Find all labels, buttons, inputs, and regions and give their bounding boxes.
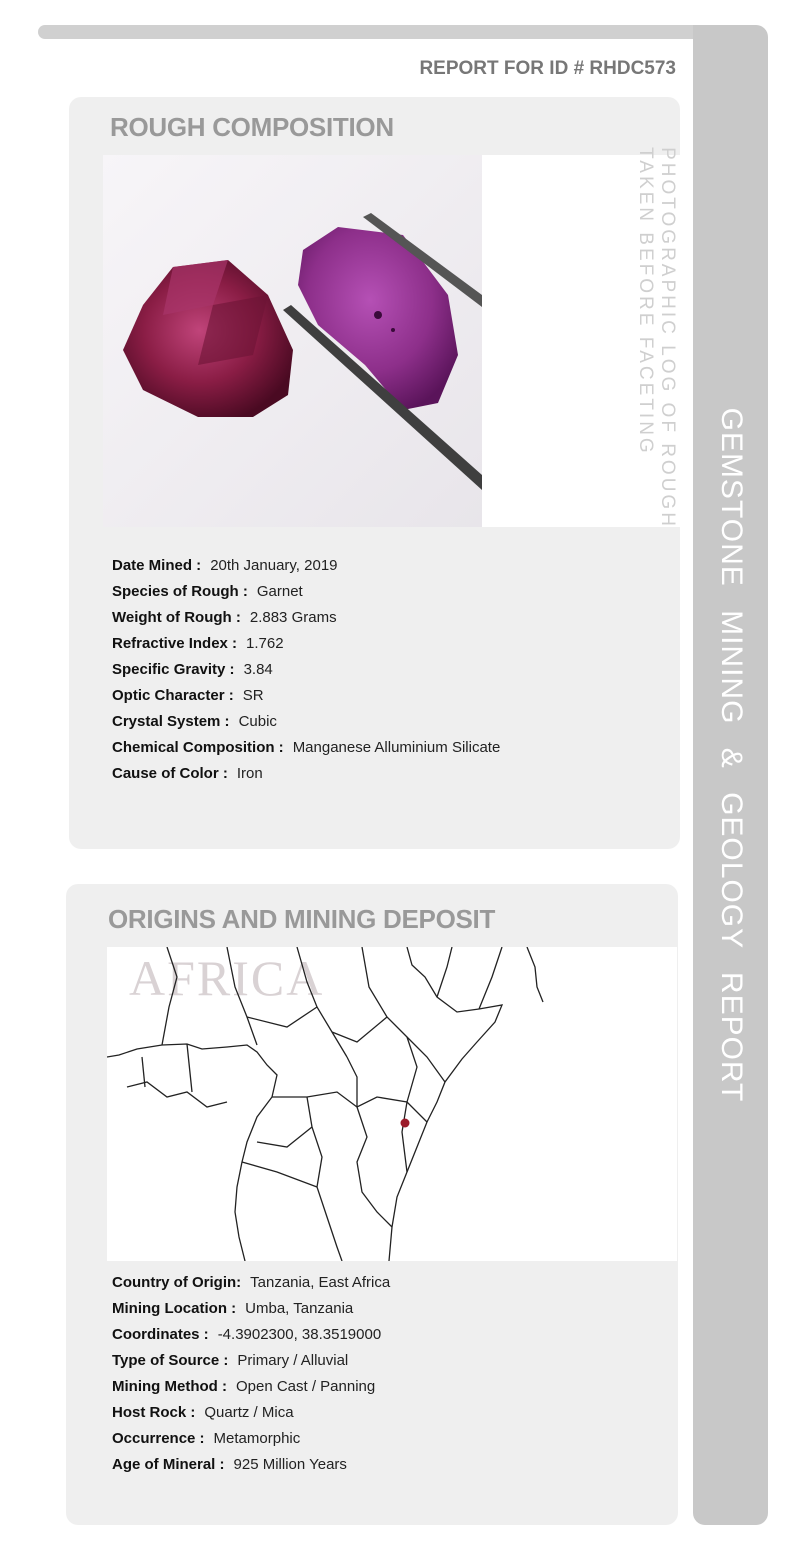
detail-label: Country of Origin:: [112, 1274, 242, 1291]
detail-row: [112, 605, 500, 631]
photographic-log-caption: [634, 147, 678, 529]
top-decorative-bar: [38, 25, 738, 39]
report-id: REPORT FOR ID # RHDC573: [419, 58, 676, 79]
detail-value: SR: [242, 687, 264, 704]
rough-details-list: [112, 553, 500, 787]
detail-value: 1.762: [246, 635, 284, 652]
detail-row: [112, 1426, 390, 1452]
detail-row: [112, 683, 500, 709]
detail-value: -4.3902300, 38.3519000: [217, 1326, 382, 1343]
detail-row: [112, 1374, 390, 1400]
africa-map-outline: [107, 947, 677, 1261]
photo-log-line-2: TAKEN BEFORE FACETING: [635, 147, 656, 456]
detail-value: Umba, Tanzania: [245, 1300, 354, 1317]
rough-gem-photo: [103, 155, 482, 527]
detail-label: Weight of Rough :: [112, 609, 241, 626]
map-africa-label: AFRICA: [129, 950, 325, 1006]
detail-label: Crystal System :: [112, 713, 230, 730]
detail-value: Tanzania, East Africa: [250, 1274, 391, 1291]
detail-row: [112, 761, 500, 787]
detail-label: Mining Location :: [112, 1300, 237, 1317]
detail-row: [112, 709, 500, 735]
detail-value: 925 Million Years: [233, 1456, 347, 1473]
detail-value: Metamorphic: [213, 1430, 301, 1447]
detail-label: Mining Method :: [112, 1378, 227, 1395]
detail-label: Occurrence :: [112, 1430, 205, 1447]
detail-label: Type of Source :: [112, 1352, 229, 1369]
detail-value: 3.84: [243, 661, 273, 678]
detail-row: [112, 553, 500, 579]
detail-row: [112, 735, 500, 761]
mining-location-marker: [401, 1119, 410, 1128]
detail-value: Iron: [236, 765, 263, 782]
detail-value: Cubic: [238, 713, 277, 730]
detail-value: Open Cast / Panning: [235, 1378, 376, 1395]
detail-value: 2.883 Grams: [249, 609, 337, 626]
detail-row: [112, 1400, 390, 1426]
detail-row: [112, 1296, 390, 1322]
detail-label: Cause of Color :: [112, 765, 228, 782]
detail-label: Optic Character :: [112, 687, 234, 704]
detail-label: Chemical Composition :: [112, 739, 284, 756]
detail-value: Primary / Alluvial: [237, 1352, 349, 1369]
origins-title: ORIGINS AND MINING DEPOSIT: [108, 904, 496, 934]
rough-composition-title: ROUGH COMPOSITION: [110, 112, 394, 142]
detail-row: [112, 1452, 390, 1478]
africa-map: [107, 947, 677, 1261]
detail-label: Refractive Index :: [112, 635, 238, 652]
detail-label: Date Mined :: [112, 557, 202, 574]
detail-label: Age of Mineral :: [112, 1456, 225, 1473]
detail-value: Garnet: [256, 583, 303, 600]
detail-row: [112, 579, 500, 605]
detail-row: [112, 1270, 390, 1296]
detail-value: Quartz / Mica: [204, 1404, 294, 1421]
detail-value: 20th January, 2019: [210, 557, 338, 574]
detail-row: [112, 631, 500, 657]
detail-row: [112, 1322, 390, 1348]
garnet-rough-illustration: [103, 155, 482, 527]
photo-log-line-1: PHOTOGRAPHIC LOG OF ROUGH: [657, 147, 678, 529]
detail-value: Manganese Alluminium Silicate: [292, 739, 501, 756]
detail-label: Coordinates :: [112, 1326, 209, 1343]
origin-details-list: [112, 1270, 390, 1478]
detail-label: Species of Rough :: [112, 583, 248, 600]
detail-row: [112, 657, 500, 683]
detail-label: Specific Gravity :: [112, 661, 235, 678]
detail-label: Host Rock :: [112, 1404, 196, 1421]
detail-row: [112, 1348, 390, 1374]
report-side-title: GEMSTONE MINING & GEOLOGY REPORT: [715, 407, 748, 1103]
